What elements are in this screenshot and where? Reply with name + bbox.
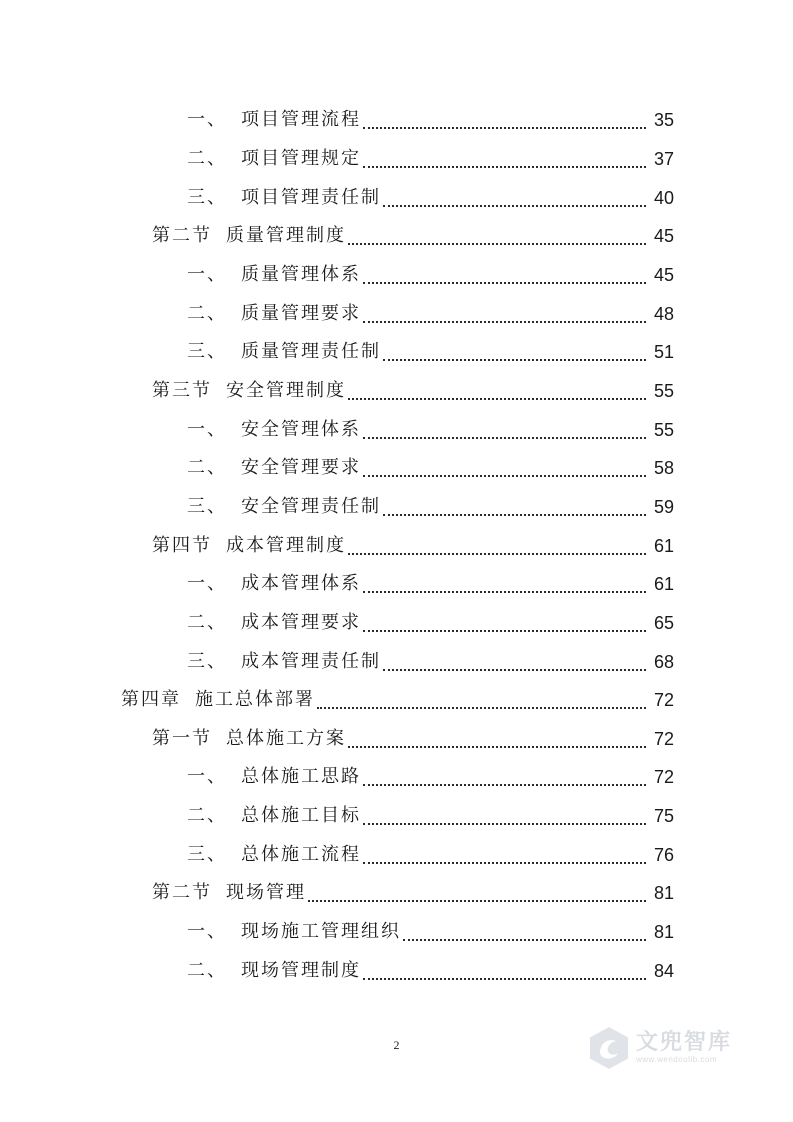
toc-entry[interactable] [0, 913, 793, 952]
toc-entry-title: 项目管理流程 [241, 109, 361, 131]
toc-entry[interactable] [0, 410, 793, 449]
toc-entry-prefix: 一、 [187, 418, 227, 440]
toc-entry-page: 55 [653, 380, 674, 401]
toc-entry-prefix: 第二节 [152, 225, 212, 247]
toc-entry-title: 质量管理责任制 [241, 341, 381, 363]
toc-entry-prefix: 二、 [187, 611, 227, 633]
toc-dot-leader [363, 146, 646, 168]
toc-entry-page: 76 [653, 844, 674, 865]
toc-entry-title: 成本管理制度 [226, 534, 346, 556]
toc-entry-title: 安全管理体系 [241, 418, 361, 440]
toc-entry-page: 75 [653, 806, 674, 827]
toc-entry-page: 37 [653, 148, 674, 169]
toc-entry-title: 安全管理责任制 [241, 495, 381, 517]
toc-dot-leader [363, 958, 646, 980]
toc-entry[interactable] [0, 256, 793, 295]
toc-entry[interactable] [0, 565, 793, 604]
toc-entry[interactable] [0, 681, 793, 720]
toc-entry-title: 现场管理制度 [241, 959, 361, 981]
toc-entry[interactable] [0, 642, 793, 681]
toc-dot-leader [383, 339, 646, 361]
toc-entry-prefix: 一、 [187, 573, 227, 595]
toc-entry-prefix: 第四章 [121, 689, 181, 711]
toc-entry-page: 84 [653, 960, 674, 981]
toc-entry-prefix: 第三节 [152, 379, 212, 401]
toc-entry-page: 55 [653, 419, 674, 440]
toc-entry-title: 项目管理责任制 [241, 186, 381, 208]
toc-dot-leader [348, 533, 646, 555]
toc-entry-title: 现场管理 [226, 882, 306, 904]
toc-dot-leader [363, 571, 646, 593]
toc-dot-leader [363, 417, 646, 439]
toc-entry-page: 59 [653, 496, 674, 517]
toc-entry-prefix: 一、 [187, 109, 227, 131]
watermark-logo-icon [586, 1025, 632, 1071]
toc-entry-page: 81 [653, 883, 674, 904]
toc-dot-leader [363, 610, 646, 632]
toc-entry-prefix: 第二节 [152, 882, 212, 904]
toc-dot-leader [363, 455, 646, 477]
toc-entry-title: 质量管理要求 [241, 302, 361, 324]
toc-entry-page: 81 [653, 922, 674, 943]
toc-entry-title: 成本管理体系 [241, 573, 361, 595]
toc-entry-prefix: 三、 [187, 843, 227, 865]
toc-entry-title: 安全管理要求 [241, 457, 361, 479]
toc-dot-leader [363, 842, 646, 864]
toc-dot-leader [317, 687, 646, 709]
watermark [586, 1018, 756, 1078]
toc-entry-page: 72 [653, 767, 674, 788]
toc-entry[interactable] [0, 178, 793, 217]
toc-entry[interactable] [0, 294, 793, 333]
toc-dot-leader [363, 301, 646, 323]
toc-entry-prefix: 三、 [187, 341, 227, 363]
toc-entry-title: 安全管理制度 [226, 379, 346, 401]
toc-entry[interactable] [0, 951, 793, 990]
toc-entry[interactable] [0, 758, 793, 797]
toc-entry-page: 45 [653, 264, 674, 285]
toc-dot-leader [308, 880, 646, 902]
toc-dot-leader [363, 803, 646, 825]
toc-dot-leader [348, 726, 646, 748]
toc-entry-prefix: 二、 [187, 147, 227, 169]
toc-dot-leader [348, 378, 646, 400]
toc-entry-prefix: 一、 [187, 263, 227, 285]
toc-entry-title: 现场施工管理组织 [241, 921, 401, 943]
page-number: 2 [393, 1038, 400, 1052]
toc-entry[interactable] [0, 835, 793, 874]
toc-dot-leader [348, 223, 646, 245]
toc-entry-title: 总体施工思路 [241, 766, 361, 788]
toc-entry-page: 48 [653, 303, 674, 324]
toc-entry[interactable] [0, 217, 793, 256]
toc-entry-title: 项目管理规定 [241, 147, 361, 169]
toc-entry-page: 68 [653, 651, 674, 672]
toc-entry-prefix: 三、 [187, 186, 227, 208]
toc-entry-page: 61 [653, 535, 674, 556]
watermark-url: www.wendoulib.com [636, 1055, 717, 1064]
toc-entry[interactable] [0, 488, 793, 527]
toc-entry-prefix: 二、 [187, 805, 227, 827]
table-of-contents [0, 101, 793, 990]
toc-entry[interactable] [0, 526, 793, 565]
toc-entry-page: 61 [653, 574, 674, 595]
toc-entry-page: 65 [653, 612, 674, 633]
toc-entry-prefix: 二、 [187, 959, 227, 981]
toc-entry-page: 72 [653, 690, 674, 711]
toc-entry-title: 成本管理要求 [241, 611, 361, 633]
toc-entry-page: 51 [653, 342, 674, 363]
toc-entry-title: 质量管理体系 [241, 263, 361, 285]
toc-entry-prefix: 三、 [187, 495, 227, 517]
toc-entry-prefix: 三、 [187, 650, 227, 672]
toc-entry-title: 施工总体部署 [195, 689, 315, 711]
toc-entry-prefix: 二、 [187, 302, 227, 324]
toc-entry[interactable] [0, 101, 793, 140]
toc-entry-prefix: 第四节 [152, 534, 212, 556]
toc-entry-title: 总体施工目标 [241, 805, 361, 827]
toc-dot-leader [363, 764, 646, 786]
watermark-name: 文兜智库 [636, 1030, 733, 1055]
toc-entry-page: 58 [653, 458, 674, 479]
toc-entry-prefix: 第一节 [152, 727, 212, 749]
toc-dot-leader [383, 185, 646, 207]
toc-entry-prefix: 二、 [187, 457, 227, 479]
toc-dot-leader [383, 494, 646, 516]
toc-dot-leader [363, 262, 646, 284]
toc-entry[interactable] [0, 449, 793, 488]
toc-entry[interactable] [0, 372, 793, 411]
toc-entry-prefix: 一、 [187, 766, 227, 788]
toc-entry[interactable] [0, 720, 793, 759]
toc-entry[interactable] [0, 797, 793, 836]
toc-entry[interactable] [0, 604, 793, 643]
toc-entry[interactable] [0, 333, 793, 372]
toc-entry-prefix: 一、 [187, 921, 227, 943]
toc-entry-page: 45 [653, 226, 674, 247]
toc-entry-page: 35 [653, 110, 674, 131]
toc-entry-title: 总体施工流程 [241, 843, 361, 865]
toc-entry-page: 40 [653, 187, 674, 208]
toc-dot-leader [403, 919, 646, 941]
toc-dot-leader [363, 107, 646, 129]
toc-entry-title: 总体施工方案 [226, 727, 346, 749]
toc-entry[interactable] [0, 874, 793, 913]
toc-entry-title: 质量管理制度 [226, 225, 346, 247]
toc-entry-page: 72 [653, 728, 674, 749]
toc-entry-title: 成本管理责任制 [241, 650, 381, 672]
toc-dot-leader [383, 649, 646, 671]
toc-entry[interactable] [0, 140, 793, 179]
